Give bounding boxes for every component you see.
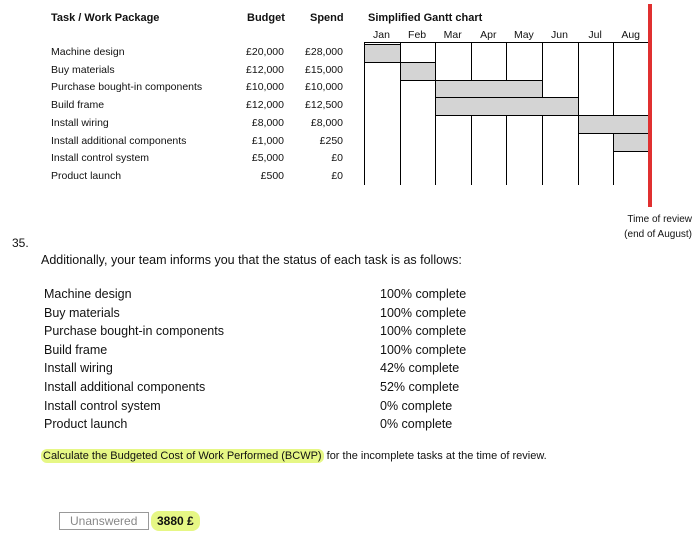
month-label: Mar bbox=[443, 29, 462, 41]
status-task: Install additional components bbox=[44, 380, 206, 394]
status-value: 100% complete bbox=[380, 305, 467, 320]
gantt-bar bbox=[400, 62, 437, 81]
task-budget: £1,000 bbox=[251, 134, 284, 147]
month-label: May bbox=[513, 29, 534, 41]
status-value: 0% complete bbox=[380, 398, 453, 413]
month-label: Jul bbox=[588, 29, 602, 41]
task-spend: £250 bbox=[319, 134, 343, 147]
review-line bbox=[648, 4, 652, 207]
month-label: Jun bbox=[551, 29, 568, 41]
review-label-line2: (end of August) bbox=[624, 229, 692, 240]
task-spend: £28,000 bbox=[305, 46, 343, 58]
status-value: 42% complete bbox=[380, 361, 460, 376]
gantt-gridline bbox=[364, 42, 365, 185]
budget-column-header: Budget bbox=[247, 12, 285, 24]
task-budget: £12,000 bbox=[246, 99, 284, 112]
question-intro: Additionally, your team informs you that the status of each task is as follows: bbox=[41, 253, 462, 267]
spend-column-header: Spend bbox=[310, 12, 344, 24]
question-prompt bbox=[41, 450, 547, 462]
gantt-bar bbox=[435, 97, 578, 116]
status-task: Buy materials bbox=[44, 305, 120, 320]
task-budget: £10,000 bbox=[246, 81, 284, 94]
task-name: Product launch bbox=[51, 169, 122, 182]
gantt-gridline bbox=[613, 42, 614, 185]
task-spend: £15,000 bbox=[305, 63, 343, 76]
task-spend: £8,000 bbox=[310, 116, 343, 129]
status-task: Purchase bought-in components bbox=[44, 324, 224, 339]
task-spend: £0 bbox=[331, 169, 343, 182]
task-name: Install wiring bbox=[51, 116, 109, 129]
status-task: Install control system bbox=[44, 398, 161, 413]
gantt-top-border bbox=[364, 42, 649, 43]
status-task: Product launch bbox=[44, 417, 128, 432]
status-value: 100% complete bbox=[380, 342, 467, 357]
status-value: 100% complete bbox=[380, 287, 467, 301]
gantt-bar bbox=[613, 133, 650, 152]
month-label: Apr bbox=[480, 29, 497, 41]
gantt-bar bbox=[578, 115, 650, 134]
review-label bbox=[600, 212, 692, 242]
status-value: 0% complete bbox=[380, 417, 453, 432]
task-name: Machine design bbox=[51, 46, 125, 58]
status-value: 52% complete bbox=[380, 380, 460, 394]
task-spend: £0 bbox=[331, 152, 343, 165]
month-label: Jan bbox=[373, 29, 390, 41]
task-column-header: Task / Work Package bbox=[51, 12, 160, 24]
task-name: Install control system bbox=[51, 152, 150, 165]
gantt-bar bbox=[364, 44, 401, 63]
answer-value: 3880 £ bbox=[151, 511, 200, 531]
answer-input[interactable]: Unanswered bbox=[59, 512, 149, 530]
task-budget: £8,000 bbox=[251, 116, 284, 129]
status-task: Build frame bbox=[44, 342, 108, 357]
task-spend: £10,000 bbox=[305, 81, 343, 94]
status-task: Install wiring bbox=[44, 361, 113, 376]
task-budget: £5,000 bbox=[251, 152, 284, 165]
prompt-highlight: Calculate the Budgeted Cost of Work Performed (BCWP) bbox=[43, 450, 322, 462]
task-name: Install additional components bbox=[51, 134, 187, 147]
task-budget: £12,000 bbox=[246, 63, 284, 76]
task-name: Purchase bought-in components bbox=[51, 81, 203, 94]
task-name: Buy materials bbox=[51, 63, 115, 76]
question-number: 35. bbox=[12, 236, 29, 250]
task-budget: £500 bbox=[260, 169, 284, 182]
task-name: Build frame bbox=[51, 99, 105, 112]
status-value: 100% complete bbox=[380, 324, 467, 339]
task-spend: £12,500 bbox=[305, 99, 343, 112]
status-task: Machine design bbox=[44, 287, 132, 301]
task-budget: £20,000 bbox=[246, 46, 284, 58]
gantt-title: Simplified Gantt chart bbox=[368, 12, 483, 24]
prompt-rest: for the incomplete tasks at the time of review. bbox=[323, 450, 547, 462]
gantt-bar bbox=[435, 80, 543, 99]
month-label: Feb bbox=[408, 29, 427, 41]
review-label-line1: Time of review bbox=[627, 214, 692, 225]
month-label: Aug bbox=[621, 29, 641, 41]
